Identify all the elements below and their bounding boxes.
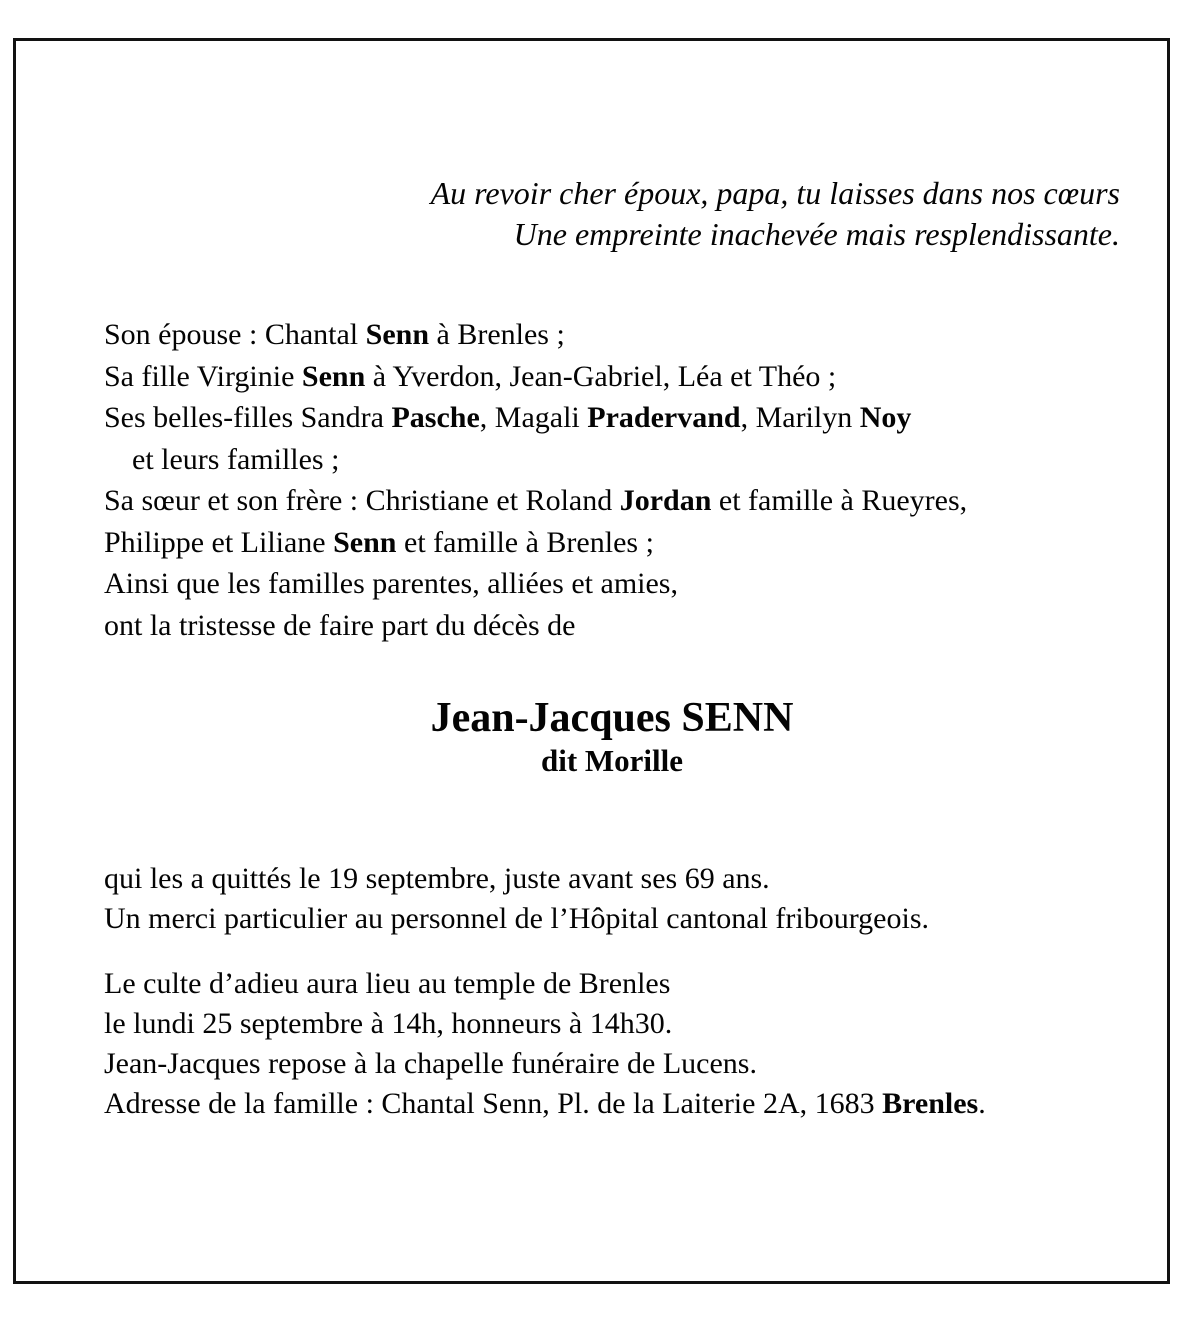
text-segment: à Yverdon, Jean-Gabriel, Léa et Théo ;: [365, 359, 837, 393]
text-segment: Sa sœur et son frère : Christiane et Roland: [104, 484, 620, 517]
text-line: [104, 859, 929, 899]
ceremony-paragraph: [104, 964, 986, 1124]
text-segment: et famille à Rueyres,: [711, 484, 968, 517]
bold-name: Jordan: [619, 484, 712, 517]
text-segment: ont la tristesse de faire part du décès de: [104, 608, 576, 642]
text-segment: Une empreinte inachevée mais resplendissante.: [513, 216, 1120, 252]
bold-name: Pasche: [391, 401, 480, 434]
family-announcement: [104, 314, 967, 646]
text-segment: Son épouse : Chantal: [104, 318, 366, 351]
bold-name: Senn: [301, 359, 366, 393]
bold-name: Brenles: [882, 1087, 979, 1120]
text-segment: , Marilyn: [740, 401, 860, 434]
text-line: [104, 480, 967, 522]
text-segment: Au revoir cher époux, papa, tu laisses dans nos cœurs: [430, 175, 1120, 211]
text-line: [104, 522, 967, 564]
bold-name: Noy: [859, 401, 912, 434]
text-segment: , Magali: [479, 401, 588, 434]
text-line: [431, 173, 1120, 214]
text-line: [104, 899, 929, 939]
text-line: [104, 605, 967, 647]
text-segment: Jean-Jacques repose à la chapelle funéraire de Lucens.: [104, 1047, 757, 1080]
text-segment: le lundi 25 septembre à 14h, honneurs à 14h30.: [104, 1007, 673, 1040]
bold-name: Senn: [365, 318, 430, 351]
text-line: [104, 563, 967, 605]
text-line: [431, 214, 1120, 255]
text-segment: Un merci particulier au personnel de l’Hôpital cantonal fribourgeois.: [104, 902, 929, 935]
text-segment: qui les a quittés le 19 septembre, juste avant ses 69 ans.: [104, 862, 770, 895]
farewell-paragraph: [104, 859, 929, 939]
text-line: [104, 1044, 986, 1084]
text-line: [104, 356, 967, 398]
bold-name: Senn: [333, 525, 397, 559]
text-segment: Ainsi que les familles parentes, alliées et amies,: [104, 567, 678, 600]
text-segment: Le culte d’adieu aura lieu au temple de Brenles: [104, 967, 671, 1000]
text-line: [104, 964, 986, 1004]
text-segment: .: [978, 1087, 986, 1120]
text-segment: Adresse de la famille : Chantal Senn, Pl. de la Laiterie 2A, 1683: [104, 1087, 883, 1120]
text-segment: Philippe et Liliane: [104, 525, 334, 559]
text-line: [104, 1084, 986, 1124]
text-segment: à Brenles ;: [429, 318, 565, 351]
deceased-alias: dit Morille: [540, 743, 684, 778]
bold-name: Pradervand: [587, 401, 741, 434]
text-segment: Ses belles-filles Sandra: [104, 401, 392, 434]
text-segment: et leurs familles ;: [132, 442, 340, 476]
deceased-name: Jean-Jacques SENN: [430, 695, 794, 741]
text-line: [104, 1004, 986, 1044]
text-line: [104, 439, 967, 481]
text-segment: Sa fille Virginie: [104, 359, 302, 393]
text-line: [104, 314, 967, 356]
text-segment: et famille à Brenles ;: [396, 525, 654, 559]
epigraph-quote: [431, 173, 1120, 255]
text-line: [104, 397, 967, 439]
